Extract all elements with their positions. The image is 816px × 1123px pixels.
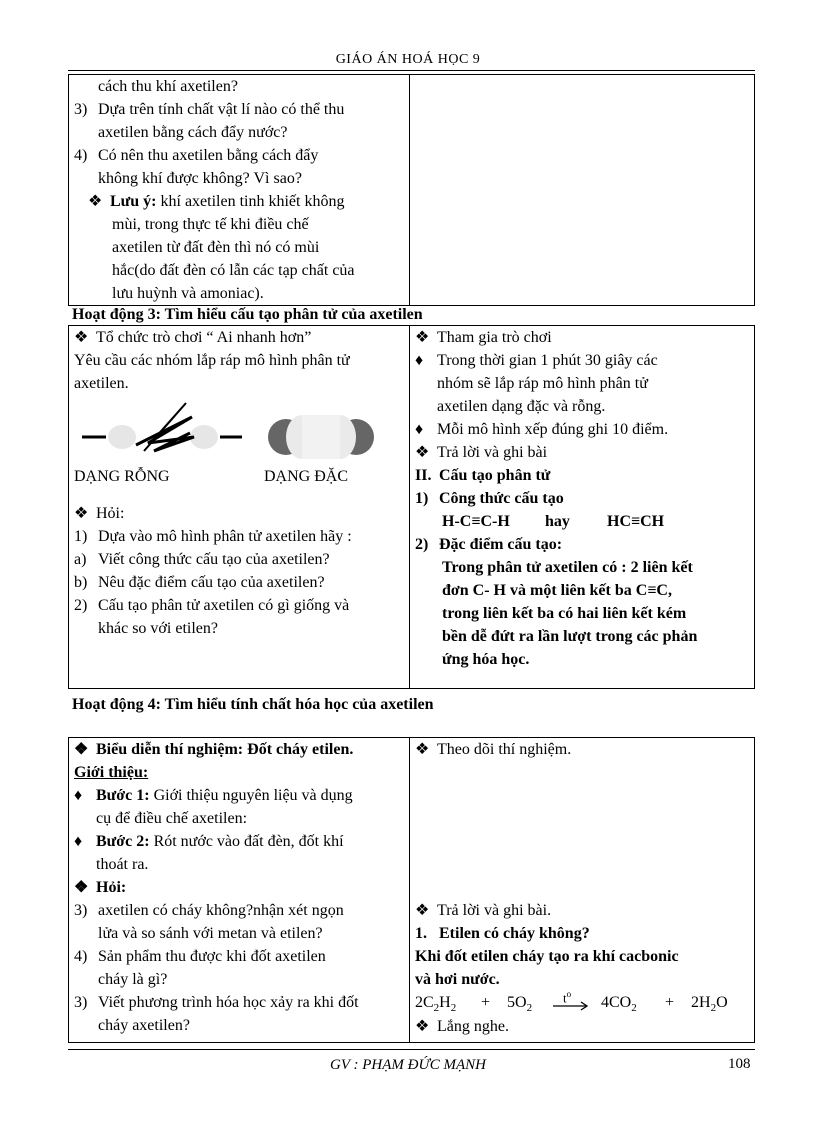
- list-item-cont: lửa và so sánh với metan và etilen?: [98, 925, 323, 942]
- reaction-condition: $t^o$: [563, 989, 572, 1006]
- list-item: axetilen bằng cách đẩy nước?: [98, 124, 288, 141]
- list-item: ♦ Bước 2: Rót nước vào đất đèn, đốt khí: [74, 830, 405, 853]
- list-item: ❖ Trả lời và ghi bài.: [415, 899, 750, 922]
- activity3-title: Hoạt động 3: Tìm hiểu cấu tạo phân tử của axetilen: [72, 306, 423, 323]
- reaction-arrow-icon: [553, 1001, 589, 1011]
- subheading: 2) Đặc điểm cấu tạo:: [415, 536, 563, 553]
- clover-bullet-icon: ❖: [415, 444, 430, 461]
- list-item: ❖ Lắng nghe.: [415, 1015, 750, 1038]
- list-item-cont: axetilen dạng đặc và rỗng.: [437, 398, 606, 415]
- combustion-equation: $2C_2H_2$ + $5O_2$ $t^o$ $4CO_2$ + $2H_2O$: [415, 991, 750, 1015]
- list-item: 3) Viết phương trình hóa học xảy ra khi đốt: [74, 994, 359, 1011]
- list-item: ♦ Bước 1: Giới thiệu nguyên liệu và dụng: [74, 784, 405, 807]
- list-item: không khí được không? Vì sao?: [98, 170, 302, 187]
- clover-bullet-icon: ❖: [88, 193, 103, 210]
- page-header-title: GIÁO ÁN HOÁ HỌC 9: [335, 52, 481, 67]
- table1-left-cell: [69, 75, 410, 306]
- table2-left-cell: [69, 326, 410, 689]
- list-item: 3) Dựa trên tính chất vật lí nào có thể thu: [74, 101, 345, 118]
- table2-right-cell: [410, 326, 755, 689]
- hollow-label: DẠNG RỖNG: [74, 468, 170, 485]
- table3-right-cell: [410, 738, 755, 1043]
- clover-bullet-icon: ❖: [415, 329, 430, 346]
- request-line: axetilen.: [74, 375, 129, 392]
- feature-line: Trong phân tử axetilen có : 2 liên kết: [442, 559, 693, 576]
- list-item-cont: khác so với etilen?: [98, 620, 218, 637]
- clover-bullet-icon: ❖: [74, 879, 89, 896]
- clover-bullet-icon: ❖: [415, 741, 430, 758]
- list-item: ❖ Hỏi:: [74, 502, 405, 525]
- acetylene-model-image: [74, 395, 394, 465]
- table-continuation: [68, 74, 755, 306]
- model-labels: [74, 465, 405, 488]
- header-rule: [68, 70, 755, 71]
- list-item: ❖ Tham gia trò chơi: [415, 326, 750, 349]
- list-item: 3) axetilen có cháy không?nhận xét ngọn: [74, 902, 344, 919]
- list-item: ❖ Theo dõi thí nghiệm.: [415, 738, 750, 761]
- note-line: axetilen từ đất đèn thì nó có mùi: [112, 239, 320, 256]
- list-item: ❖ Trả lời và ghi bài: [415, 441, 750, 464]
- table-activity4: [68, 737, 755, 1043]
- diamond-bullet-icon: ♦: [415, 352, 424, 369]
- diamond-bullet-icon: ♦: [74, 787, 83, 804]
- intro-heading: Giới thiệu:: [74, 764, 149, 781]
- diamond-bullet-icon: ♦: [415, 421, 424, 438]
- feature-line: đơn C- H và một liên kết ba C≡C,: [442, 582, 672, 599]
- list-item: 1) Dựa vào mô hình phân tử axetilen hãy :: [74, 528, 352, 545]
- note-line: hắc(do đất đèn có lẫn các tạp chất của: [112, 262, 355, 279]
- feature-line: trong liên kết ba có hai liên kết kém: [442, 605, 687, 622]
- subheading: 1. Etilen có cháy không?: [415, 925, 590, 942]
- list-item: a) Viết công thức cấu tạo của axetilen?: [74, 551, 330, 568]
- note-line: lưu huỳnh và amoniac).: [112, 285, 264, 302]
- list-item: ♦ Mỗi mô hình xếp đúng ghi 10 điểm.: [415, 418, 750, 441]
- clover-bullet-icon: ❖: [415, 1018, 430, 1035]
- note: ❖ Lưu ý: khí axetilen tinh khiết không: [74, 190, 405, 213]
- clover-bullet-icon: ❖: [415, 902, 430, 919]
- clover-bullet-icon: ❖: [74, 329, 89, 346]
- list-item: 2) Cấu tạo phân tử axetilen có gì giống và: [74, 597, 350, 614]
- result-line: Khi đốt etilen cháy tạo ra khí cacbonic: [415, 948, 679, 965]
- footer-rule: [68, 1049, 755, 1050]
- feature-line: bền dễ đứt ra lần lượt trong các phản: [442, 628, 698, 645]
- list-item: ❖ Hỏi:: [74, 876, 405, 899]
- model-illustration: [74, 395, 405, 465]
- list-item-cont: cháy axetilen?: [98, 1017, 190, 1034]
- page-number: 108: [728, 1056, 751, 1072]
- list-item-cont: cụ để điều chế axetilen:: [96, 810, 248, 827]
- list-item-cont: thoát ra.: [96, 856, 149, 873]
- note-line: mùi, trong thực tế khi điều chế: [112, 216, 309, 233]
- list-item: ❖ Biểu diễn thí nghiệm: Đốt cháy etilen.: [74, 738, 405, 761]
- feature-line: ứng hóa học.: [442, 651, 530, 668]
- subheading: 1) Công thức cấu tạo: [415, 490, 564, 507]
- list-item: ♦ Trong thời gian 1 phút 30 giây các: [415, 349, 750, 372]
- solid-label: DẠNG ĐẶC: [264, 468, 348, 485]
- footer-author: GV : PHẠM ĐỨC MẠNH: [330, 1057, 487, 1073]
- table3-left-cell: [69, 738, 410, 1043]
- list-item-cont: nhóm sẽ lắp ráp mô hình phân tử: [437, 375, 648, 392]
- list-item: 4) Có nên thu axetilen bằng cách đẩy: [74, 147, 319, 164]
- table1-right-cell: [410, 75, 755, 306]
- solid-model-icon: [268, 415, 374, 459]
- list-item: cách thu khí axetilen?: [98, 78, 238, 95]
- list-item: 4) Sản phẩm thu được khi đốt axetilen: [74, 948, 326, 965]
- table-activity3: [68, 325, 755, 689]
- result-line: và hơi nước.: [415, 971, 500, 988]
- list-item: ❖ Tổ chức trò chơi “ Ai nhanh hơn”: [74, 326, 405, 349]
- hollow-model-icon: [82, 403, 242, 451]
- list-item: b) Nêu đặc điểm cấu tạo của axetilen?: [74, 574, 325, 591]
- clover-bullet-icon: ❖: [74, 505, 89, 522]
- section-heading: II. Cấu tạo phân tử: [415, 467, 551, 484]
- request-line: Yêu cầu các nhóm lắp ráp mô hình phân tử: [74, 352, 350, 369]
- diamond-bullet-icon: ♦: [74, 833, 83, 850]
- structural-formula: H-C≡C-H hay HC≡CH: [442, 513, 665, 530]
- clover-bullet-icon: ❖: [74, 741, 89, 758]
- list-item-cont: cháy là gì?: [98, 971, 168, 988]
- activity4-title: Hoạt động 4: Tìm hiểu tính chất hóa học của axetilen: [72, 696, 434, 713]
